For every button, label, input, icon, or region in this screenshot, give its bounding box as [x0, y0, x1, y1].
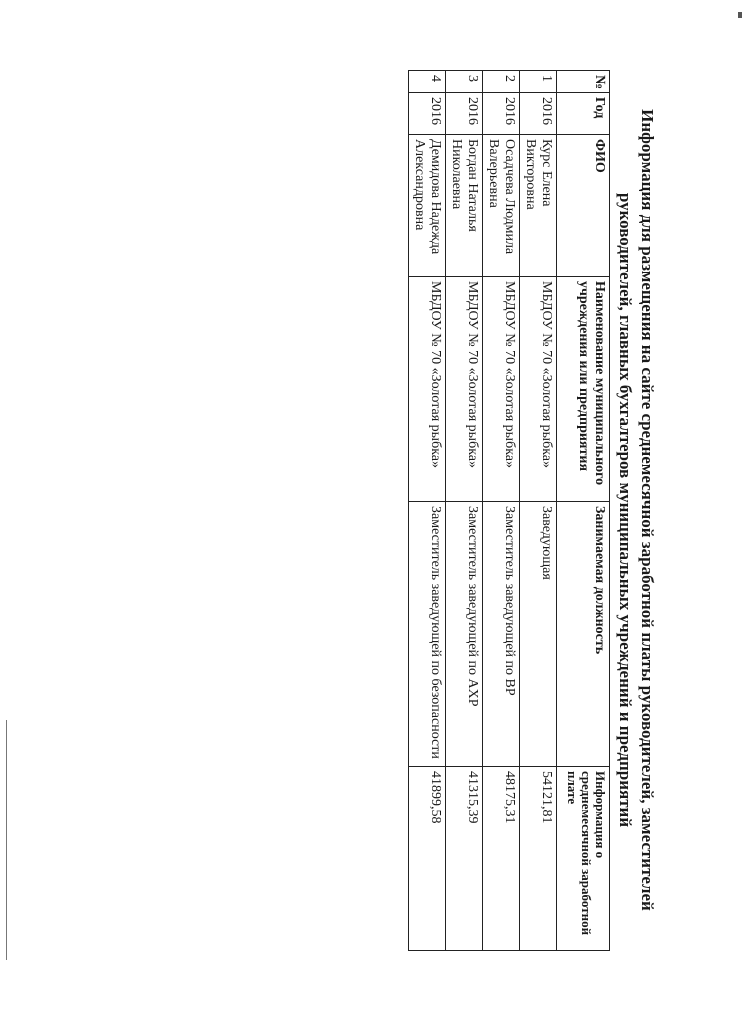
header-no: №	[557, 71, 610, 93]
cell-institution: МБДОУ № 70 «Золотая рыбка»	[520, 277, 557, 502]
cell-no: 1	[520, 71, 557, 93]
cell-salary: 54121,81	[520, 767, 557, 951]
table-header-row	[557, 71, 610, 951]
cell-position: Заместитель заведующей по безопасности	[409, 502, 446, 767]
salary-table	[408, 70, 610, 951]
cell-position: Заместитель заведующей по АХР	[446, 502, 483, 767]
cell-salary: 41315,39	[446, 767, 483, 951]
cell-institution: МБДОУ № 70 «Золотая рыбка»	[409, 277, 446, 502]
header-position: Занимаемая должность	[557, 502, 610, 767]
header-institution: Наименование муниципального учреждения или предприятия	[557, 277, 610, 502]
cell-salary: 41899,58	[409, 767, 446, 951]
cell-fio: Богдан Наталья Николаевна	[446, 135, 483, 277]
cell-year: 2016	[409, 93, 446, 135]
table-row	[520, 71, 557, 951]
cell-no: 2	[483, 71, 520, 93]
table-row	[409, 71, 446, 951]
cell-fio: Осадчева Людмила Валерьевна	[483, 135, 520, 277]
scan-corner-mark	[738, 12, 742, 18]
cell-no: 3	[446, 71, 483, 93]
cell-salary: 48175,31	[483, 767, 520, 951]
document-title	[614, 70, 658, 950]
cell-year: 2016	[483, 93, 520, 135]
cell-year: 2016	[520, 93, 557, 135]
rotated-document	[28, 70, 658, 950]
cell-fio: Демидова Надежда Александровна	[409, 135, 446, 277]
cell-institution: МБДОУ № 70 «Золотая рыбка»	[483, 277, 520, 502]
table-row	[483, 71, 520, 951]
header-fio: ФИО	[557, 135, 610, 277]
scan-edge-line	[6, 720, 7, 960]
header-year: Год	[557, 93, 610, 135]
table-row	[446, 71, 483, 951]
cell-no: 4	[409, 71, 446, 93]
cell-position: Заместитель заведующей по ВР	[483, 502, 520, 767]
title-line-1: Информация для размещения на сайте среднемесячной заработной платы руководителей, заместителей	[638, 109, 657, 911]
cell-year: 2016	[446, 93, 483, 135]
cell-fio: Курс Елена Викторовна	[520, 135, 557, 277]
header-salary: Информация о среднемесячной заработной плате	[557, 767, 610, 951]
cell-institution: МБДОУ № 70 «Золотая рыбка»	[446, 277, 483, 502]
title-line-2: руководителей, главных бухгалтеров муниципальных учреждений и предприятий	[616, 192, 635, 828]
cell-position: Заведующая	[520, 502, 557, 767]
